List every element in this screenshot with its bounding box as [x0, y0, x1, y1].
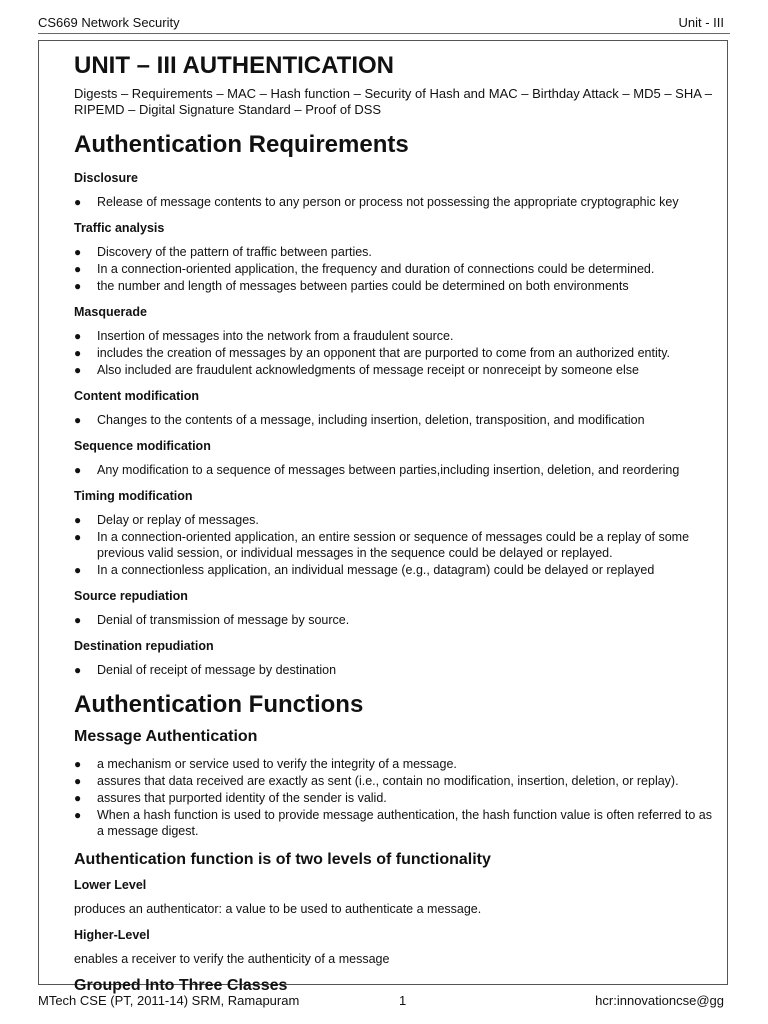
list-item-text: Any modification to a sequence of messages between parties,including insertion, deletion, and reordering [97, 463, 680, 477]
list-item [74, 529, 714, 561]
higher-level-text: enables a receiver to verify the authenticity of a message [74, 952, 390, 966]
list-item-text: In a connection-oriented application, the frequency and duration of connections could be determined. [97, 262, 655, 276]
bullet-icon: ● [74, 530, 82, 544]
list-item [74, 807, 714, 839]
bullet-icon: ● [74, 279, 82, 293]
lower-level-text: produces an authenticator: a value to be used to authenticate a message. [74, 902, 482, 916]
bullet-icon: ● [74, 613, 82, 627]
list-item-text: Delay or replay of messages. [97, 513, 259, 527]
req-traffic-analysis [74, 220, 714, 294]
list-item-text: Changes to the contents of a message, including insertion, deletion, transposition, and modification [97, 413, 645, 427]
section-label: Disclosure [74, 171, 138, 185]
list-item-text: Insertion of messages into the network from a fraudulent source. [97, 329, 454, 343]
list-item [74, 278, 714, 294]
list-item-text: Discovery of the pattern of traffic between parties. [97, 245, 372, 259]
header-divider [38, 33, 730, 34]
list-item-text: In a connection-oriented application, an entire session or sequence of messages could be a replay of some previous valid session, or individual messages in the sequence could be delayed or replayed. [97, 530, 690, 560]
page-number: 1 [399, 993, 407, 1008]
bullet-list [74, 512, 714, 578]
section-label: Sequence modification [74, 439, 211, 453]
list-item-text: a mechanism or service used to verify the integrity of a message. [97, 757, 457, 771]
list-item [74, 612, 714, 628]
section-label: Source repudiation [74, 589, 188, 603]
list-item [74, 328, 714, 344]
syllabus-line: Digests – Requirements – MAC – Hash function – Security of Hash and MAC – Birthday Attack – MD5 – SHA – RIPEMD – Digital Signature Standard – Proof of DSS [74, 86, 713, 117]
bullet-icon: ● [74, 329, 82, 343]
list-item-text: When a hash function is used to provide message authentication, the hash function value is often referred to as a message digest. [97, 808, 712, 838]
bullet-list [74, 328, 714, 378]
running-header-course: CS669 Network Security [38, 15, 180, 30]
bullet-list [74, 194, 714, 210]
running-header-unit: Unit - III [678, 15, 724, 30]
message-auth-heading: Message Authentication [74, 728, 258, 745]
levels-heading: Authentication function is of two levels of functionality [74, 851, 491, 868]
list-item-text: includes the creation of messages by an opponent that are purported to come from an authorized entity. [97, 346, 671, 360]
req-sequence-modification [74, 438, 714, 478]
list-item [74, 462, 714, 478]
list-item-text: Denial of receipt of message by destination [97, 663, 337, 677]
classes-heading: Grouped Into Three Classes [74, 977, 288, 994]
list-item-text: assures that purported identity of the sender is valid. [97, 791, 387, 805]
list-item-text: the number and length of messages between parties could be determined on both environments [97, 279, 629, 293]
bullet-list [74, 612, 714, 628]
footer-program: MTech CSE (PT, 2011-14) SRM, Ramapuram [38, 993, 300, 1008]
higher-level-label: Higher-Level [74, 928, 150, 942]
bullet-icon: ● [74, 663, 82, 677]
requirements-heading: Authentication Requirements [74, 131, 409, 158]
list-item-text: In a connectionless application, an individual message (e.g., datagram) could be delayed or replayed [97, 563, 655, 577]
bullet-list [74, 462, 714, 478]
req-destination-repudiation [74, 638, 714, 678]
bullet-icon: ● [74, 262, 82, 276]
req-disclosure [74, 170, 714, 210]
bullet-icon: ● [74, 774, 82, 788]
list-item-text: Release of message contents to any person or process not possessing the appropriate cryptographic key [97, 195, 679, 209]
list-item [74, 261, 714, 277]
list-item [74, 362, 714, 378]
bullet-icon: ● [74, 195, 82, 209]
req-timing-modification [74, 488, 714, 578]
list-item [74, 756, 714, 772]
list-item [74, 790, 714, 806]
list-item [74, 244, 714, 260]
bullet-icon: ● [74, 757, 82, 771]
list-item [74, 512, 714, 528]
bullet-icon: ● [74, 346, 82, 360]
bullet-icon: ● [74, 463, 82, 477]
list-item-text: assures that data received are exactly as sent (i.e., contain no modification, insertion, deletion, or replay). [97, 774, 679, 788]
functions-heading: Authentication Functions [74, 691, 364, 718]
bullet-icon: ● [74, 413, 82, 427]
section-label: Content modification [74, 389, 199, 403]
req-masquerade [74, 304, 714, 378]
bullet-list [74, 412, 714, 428]
bullet-icon: ● [74, 245, 82, 259]
section-label: Traffic analysis [74, 221, 165, 235]
list-item [74, 345, 714, 361]
bullet-icon: ● [74, 808, 82, 822]
bullet-list [74, 244, 714, 294]
bullet-icon: ● [74, 513, 82, 527]
list-item-text: Denial of transmission of message by source. [97, 613, 350, 627]
bullet-icon: ● [74, 791, 82, 805]
section-label: Timing modification [74, 489, 193, 503]
list-item [74, 412, 714, 428]
list-item [74, 194, 714, 210]
section-label: Masquerade [74, 305, 147, 319]
lower-level-label: Lower Level [74, 878, 147, 892]
bullet-list [74, 662, 714, 678]
bullet-list [74, 756, 714, 839]
list-item [74, 773, 714, 789]
footer-author: hcr:innovationcse@gg [595, 993, 724, 1008]
list-item [74, 662, 714, 678]
bullet-icon: ● [74, 563, 82, 577]
section-label: Destination repudiation [74, 639, 214, 653]
list-item [74, 562, 714, 578]
page-content [74, 48, 714, 997]
bullet-icon: ● [74, 363, 82, 377]
unit-title: UNIT – III AUTHENTICATION [74, 52, 394, 79]
req-content-modification [74, 388, 714, 428]
req-source-repudiation [74, 588, 714, 628]
list-item-text: Also included are fraudulent acknowledgments of message receipt or nonreceipt by someone else [97, 363, 639, 377]
